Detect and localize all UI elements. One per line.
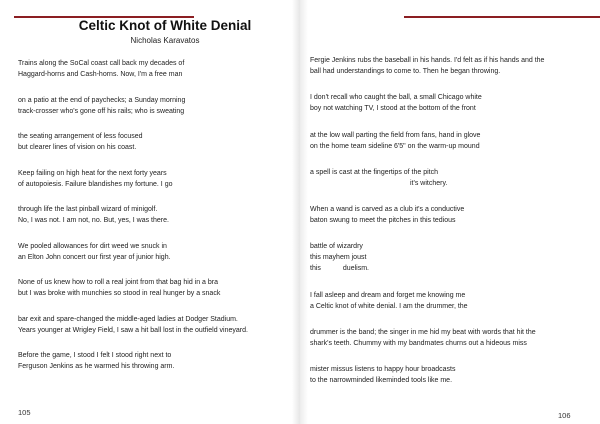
stanza xyxy=(310,204,580,226)
stanza xyxy=(310,92,580,114)
page-number: 106 xyxy=(558,411,571,420)
gutter-shadow xyxy=(292,0,300,424)
poem-line: When a wand is carved as a club it's a conductive xyxy=(310,206,465,214)
poem-line: but clearer lines of vision on his coast. xyxy=(18,144,137,151)
poem-line: ball had understandings to come to. Then he began throwing. xyxy=(310,68,501,75)
poem-line: I fall asleep and dream and forget me knowing me xyxy=(310,291,466,299)
stanza xyxy=(18,95,288,117)
poem-line: of autopoiesis. Failure blandishes my fortune. I go xyxy=(18,180,173,188)
poem-line: None of us knew how to roll a real joint from that bag hid in a bra xyxy=(18,279,218,286)
poem-line: battle of wizardry xyxy=(310,243,363,251)
decorative-rule xyxy=(404,16,600,18)
poem-line: No, I was not. I am not, no. But, yes, I was there. xyxy=(18,217,169,224)
stanza xyxy=(310,290,580,312)
poem-line: Keep failing on high heat for the next forty years xyxy=(18,169,167,177)
poem-line: shark's teeth. Chummy with my bandmates churns out a hideous miss xyxy=(310,340,527,348)
poem-line: the seating arrangement of less focused xyxy=(18,133,143,140)
poem-line: mister missus listens to happy hour broadcasts xyxy=(310,366,456,374)
poem-title: Celtic Knot of White Denial xyxy=(78,18,252,33)
poem-word: duelism. xyxy=(342,265,369,273)
stanza xyxy=(310,55,580,77)
poem-line: boy not watching TV, I stood at the bottom of the front xyxy=(310,105,476,113)
poem-line: baton swung to meet the pitches in this tedious xyxy=(310,217,456,225)
poem-line: Fergie Jenkins rubs the baseball in his hands. I'd felt as if his hands and the xyxy=(310,57,545,64)
poem-author: Nicholas Karavatos xyxy=(130,36,200,45)
stanza xyxy=(18,277,288,299)
stanza xyxy=(310,364,580,386)
poem-line: bar exit and spare-changed the middle-aged ladies at Dodger Stadium. xyxy=(18,315,238,323)
poem-line: drummer is the band; the singer in me hid my beat with words that hit the xyxy=(310,329,536,337)
poem-line: Before the game, I stood I felt I stood right next to xyxy=(18,352,172,359)
poem-line: a spell is cast at the fingertips of the pitch xyxy=(310,168,439,176)
poem-line: on a patio at the end of paychecks; a Sunday morning xyxy=(18,96,186,104)
poem-line: but I was broke with munchies so stood in real hunger by a snack xyxy=(18,290,221,297)
poem-line: Years younger at Wrigley Field, I saw a hit ball lost in the outfield vineyard. xyxy=(18,326,248,334)
stanza xyxy=(18,314,288,336)
poem-line: Ferguson Jenkins as he warmed his throwing arm. xyxy=(18,363,175,370)
stanza xyxy=(18,204,288,226)
poem-word: this xyxy=(310,265,321,273)
poem-line: Haggard-horns and Cash-horns. Now, I'm a free man xyxy=(18,71,183,78)
stanza xyxy=(18,241,288,263)
poem-line: this mayhem joust xyxy=(310,254,367,262)
poem-line: Trains along the SoCal coast call back my decades of xyxy=(18,60,185,67)
poem-line: track-crosser who's gone off his rails; who is sweating xyxy=(18,107,185,115)
poem-line: through life the last pinball wizard of minigolf. xyxy=(18,206,158,213)
stanza xyxy=(310,130,580,152)
stanza xyxy=(18,131,288,153)
right-page xyxy=(300,0,600,424)
stanza xyxy=(310,327,580,349)
poem-line: on the home team sideline 6'5" on the warm-up mound xyxy=(310,142,480,150)
stanza xyxy=(310,167,580,189)
poem-line xyxy=(310,263,580,274)
poem-line: a Celtic knot of white denial. I am the drummer, the xyxy=(310,302,468,310)
poem-body-left xyxy=(18,58,288,387)
page-number: 105 xyxy=(18,408,31,417)
gutter-shadow xyxy=(300,0,308,424)
poem-line: I don't recall who caught the ball, a small Chicago white xyxy=(310,94,482,102)
poem-body-right xyxy=(310,55,580,402)
stanza xyxy=(18,350,288,372)
poem-line: to the narrowminded likeminded tools like me. xyxy=(310,377,453,385)
poem-line: it's witchery. xyxy=(410,179,448,187)
poem-line: We pooled allowances for dirt weed we snuck in xyxy=(18,242,167,250)
stanza xyxy=(18,58,288,80)
stanza xyxy=(18,168,288,190)
poem-line: an Elton John concert our first year of junior high. xyxy=(18,253,171,261)
stanza xyxy=(310,241,580,274)
poem-line: at the low wall parting the field from fans, hand in glove xyxy=(310,131,481,139)
